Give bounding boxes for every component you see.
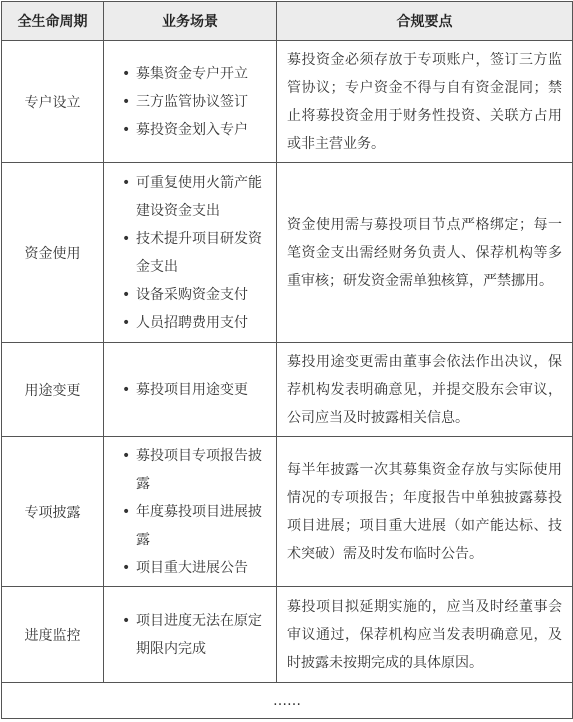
stage-cell: 进度监控 [2,587,104,683]
stage-cell: 专项披露 [2,437,104,587]
scene-list [114,376,270,404]
table-row [2,343,573,437]
compliance-cell: 募投用途变更需由董事会依法作出决议，保荐机构发表明确意见，并提交股东会审议，公司应当及时披露相关信息。 [277,343,573,437]
scene-item: • 募投项目用途变更 [114,376,270,404]
scene-item: • 募集资金专户开立 [114,60,270,88]
scene-item: • 项目重大进展公告 [114,554,270,582]
scene-item: • 可重复使用火箭产能建设资金支出 [114,169,270,225]
scenes-cell [104,437,277,587]
scene-list [114,60,270,144]
scene-item: • 项目进度无法在原定期限内完成 [114,607,270,663]
bullet-icon: • [122,230,131,247]
ellipsis-cell: …… [2,683,573,719]
bullet-icon: • [122,93,131,110]
bullet-icon: • [122,612,131,629]
scene-item: • 三方监管协议签订 [114,88,270,116]
scenes-cell [104,343,277,437]
scenes-cell [104,41,277,163]
bullet-icon: • [122,286,131,303]
table-row [2,587,573,683]
scene-list [114,607,270,663]
header-lifecycle: 全生命周期 [2,2,104,41]
bullet-icon: • [122,65,131,82]
scenes-cell [104,587,277,683]
scene-item: • 人员招聘费用支付 [114,309,270,337]
scene-item: • 募投项目专项报告披露 [114,442,270,498]
stage-cell: 专户设立 [2,41,104,163]
table-row [2,163,573,343]
compliance-table [1,1,573,719]
header-business-scenario: 业务场景 [104,2,277,41]
compliance-cell: 每半年披露一次其募集资金存放与实际使用情况的专项报告；年度报告中单独披露募投项目进展；项目重大进展（如产能达标、技术突破）需及时发布临时公告。 [277,437,573,587]
table-header-row [2,2,573,41]
table-row-more [2,683,573,719]
table-row [2,437,573,587]
compliance-cell: 募投项目拟延期实施的，应当及时经董事会审议通过，保荐机构应当发表明确意见，及时披露未按期完成的具体原因。 [277,587,573,683]
scene-item: • 设备采购资金支付 [114,281,270,309]
bullet-icon: • [122,503,131,520]
bullet-icon: • [122,381,131,398]
compliance-cell: 资金使用需与募投项目节点严格绑定；每一笔资金支出需经财务负责人、保荐机构等多重审核；研发资金需单独核算，严禁挪用。 [277,163,573,343]
compliance-cell: 募投资金必须存放于专项账户，签订三方监管协议；专户资金不得与自有资金混同；禁止将募投资金用于财务性投资、关联方占用或非主营业务。 [277,41,573,163]
scene-item: • 募投资金划入专户 [114,116,270,144]
stage-cell: 资金使用 [2,163,104,343]
bullet-icon: • [122,174,131,191]
bullet-icon: • [122,314,131,331]
stage-cell: 用途变更 [2,343,104,437]
scene-item: • 技术提升项目研发资金支出 [114,225,270,281]
scene-item: • 年度募投项目进展披露 [114,498,270,554]
header-compliance-points: 合规要点 [277,2,573,41]
bullet-icon: • [122,447,131,464]
table-row [2,41,573,163]
scene-list [114,442,270,582]
scene-list [114,169,270,337]
scenes-cell [104,163,277,343]
bullet-icon: • [122,121,131,138]
bullet-icon: • [122,559,131,576]
